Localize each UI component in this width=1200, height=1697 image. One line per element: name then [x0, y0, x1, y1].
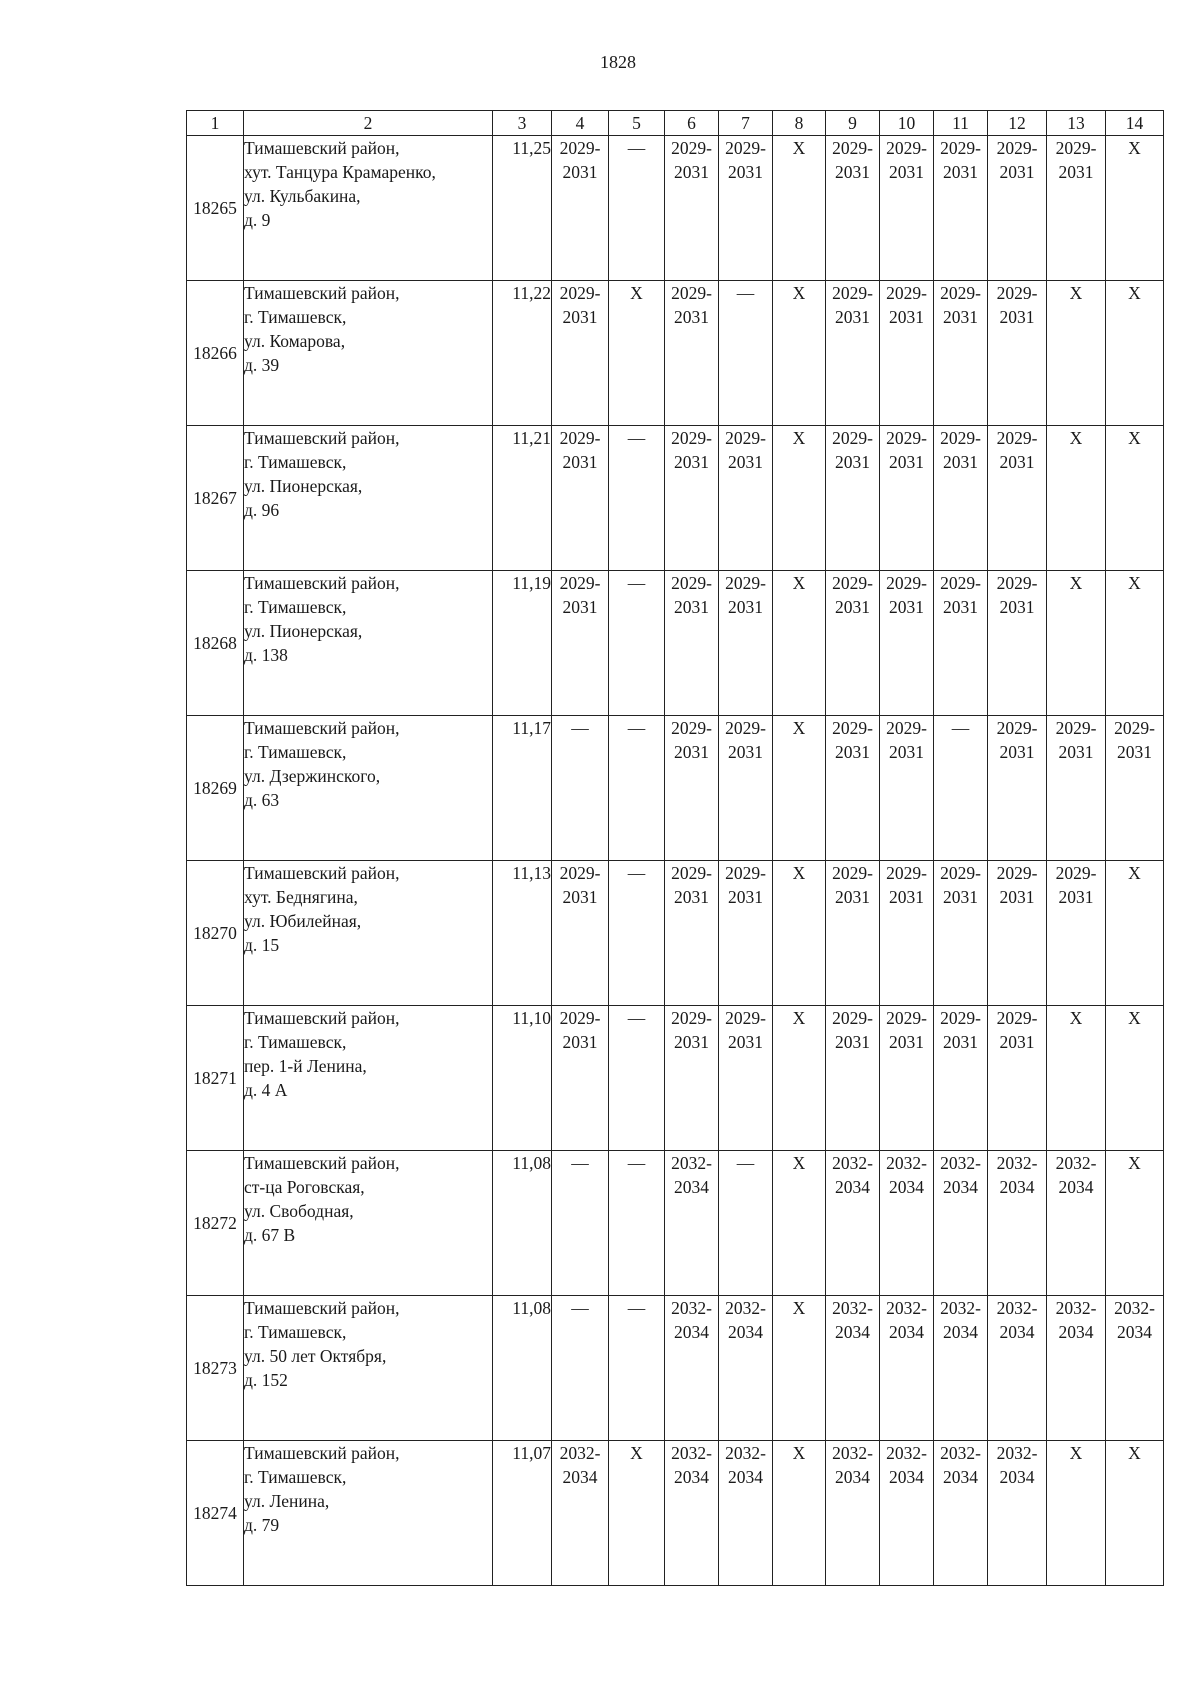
column-header: 11	[934, 111, 988, 136]
period-cell: 2029- 2031	[552, 571, 609, 716]
period-cell: X	[1047, 571, 1106, 716]
period-cell: —	[609, 1151, 665, 1296]
period-cell: 2032- 2034	[826, 1151, 880, 1296]
period-cell: 2029- 2031	[552, 136, 609, 281]
period-cell: X	[773, 136, 826, 281]
period-cell: X	[1106, 281, 1164, 426]
period-cell: 2029- 2031	[880, 426, 934, 571]
area-cell: 11,08	[493, 1296, 552, 1441]
period-cell: 2029- 2031	[934, 426, 988, 571]
address-line: Тимашевский район,	[244, 428, 400, 448]
address-line: пер. 1-й Ленина,	[244, 1056, 367, 1076]
period-cell: 2032- 2034	[1047, 1296, 1106, 1441]
area-cell: 11,17	[493, 716, 552, 861]
address-line: г. Тимашевск,	[244, 1032, 347, 1052]
period-cell: 2029- 2031	[988, 861, 1047, 1006]
period-cell: 2029- 2031	[880, 1006, 934, 1151]
period-cell: 2032- 2034	[719, 1441, 773, 1586]
column-header: 2	[244, 111, 493, 136]
address-line: ул. Дзержинского,	[244, 766, 381, 786]
period-cell: 2029- 2031	[1047, 136, 1106, 281]
period-cell: —	[609, 136, 665, 281]
table-row	[187, 136, 1164, 281]
address-line: Тимашевский район,	[244, 138, 400, 158]
period-cell: 2032- 2034	[665, 1151, 719, 1296]
address-line: ул. Свободная,	[244, 1201, 354, 1221]
period-cell: X	[1106, 136, 1164, 281]
address-line: д. 15	[244, 935, 280, 955]
period-cell: 2029- 2031	[552, 281, 609, 426]
period-cell: 2029- 2031	[988, 716, 1047, 861]
period-cell: 2032- 2034	[880, 1296, 934, 1441]
period-cell: 2029- 2031	[988, 281, 1047, 426]
row-number: 18267	[187, 426, 244, 571]
period-cell: —	[552, 1296, 609, 1441]
register-table	[186, 110, 1164, 1586]
period-cell: 2029- 2031	[719, 1006, 773, 1151]
row-number: 18269	[187, 716, 244, 861]
period-cell: X	[1106, 1151, 1164, 1296]
address-line: ул. 50 лет Октября,	[244, 1346, 387, 1366]
period-cell: 2029- 2031	[988, 136, 1047, 281]
period-cell: X	[773, 716, 826, 861]
period-cell: 2029- 2031	[665, 136, 719, 281]
area-cell: 11,21	[493, 426, 552, 571]
period-cell: X	[773, 1296, 826, 1441]
page-number: 1828	[600, 52, 636, 72]
period-cell: —	[609, 1006, 665, 1151]
row-number: 18268	[187, 571, 244, 716]
period-cell: 2032- 2034	[988, 1441, 1047, 1586]
column-header: 3	[493, 111, 552, 136]
period-cell: 2029- 2031	[826, 861, 880, 1006]
address-line: Тимашевский район,	[244, 1298, 400, 1318]
period-cell: X	[773, 1006, 826, 1151]
address-line: ул. Ленина,	[244, 1491, 330, 1511]
period-cell: —	[609, 716, 665, 861]
period-cell: 2029- 2031	[988, 1006, 1047, 1151]
period-cell: 2029- 2031	[1106, 716, 1164, 861]
period-cell: 2029- 2031	[826, 716, 880, 861]
period-cell: 2032- 2034	[934, 1296, 988, 1441]
period-cell: —	[609, 426, 665, 571]
table-row	[187, 571, 1164, 716]
period-cell: X	[1106, 571, 1164, 716]
address-line: д. 63	[244, 790, 280, 810]
address-cell	[244, 571, 493, 716]
period-cell: 2029- 2031	[552, 861, 609, 1006]
address-line: Тимашевский район,	[244, 1443, 400, 1463]
period-cell: 2029- 2031	[1047, 861, 1106, 1006]
address-cell	[244, 716, 493, 861]
period-cell: 2029- 2031	[988, 571, 1047, 716]
table-row	[187, 1296, 1164, 1441]
column-header: 7	[719, 111, 773, 136]
address-line: д. 138	[244, 645, 288, 665]
period-cell: —	[609, 571, 665, 716]
period-cell: 2029- 2031	[880, 861, 934, 1006]
period-cell: 2029- 2031	[665, 1006, 719, 1151]
period-cell: X	[1047, 426, 1106, 571]
period-cell: X	[773, 861, 826, 1006]
period-cell: X	[773, 1441, 826, 1586]
row-number: 18274	[187, 1441, 244, 1586]
table-row	[187, 861, 1164, 1006]
address-line: Тимашевский район,	[244, 863, 400, 883]
address-cell	[244, 1296, 493, 1441]
period-cell: 2029- 2031	[826, 281, 880, 426]
period-cell: —	[719, 281, 773, 426]
period-cell: X	[609, 281, 665, 426]
period-cell: X	[1106, 1441, 1164, 1586]
period-cell: 2029- 2031	[826, 1006, 880, 1151]
period-cell: X	[1047, 281, 1106, 426]
period-cell: 2029- 2031	[665, 716, 719, 861]
period-cell: X	[1106, 426, 1164, 571]
address-cell	[244, 861, 493, 1006]
period-cell: —	[609, 861, 665, 1006]
address-line: хут. Танцура Крамаренко,	[244, 162, 436, 182]
period-cell: 2032- 2034	[826, 1296, 880, 1441]
period-cell: 2029- 2031	[665, 281, 719, 426]
table-row	[187, 1151, 1164, 1296]
period-cell: X	[773, 571, 826, 716]
area-cell: 11,13	[493, 861, 552, 1006]
column-header: 14	[1106, 111, 1164, 136]
table-row	[187, 1441, 1164, 1586]
address-line: г. Тимашевск,	[244, 1467, 347, 1487]
area-cell: 11,22	[493, 281, 552, 426]
address-line: г. Тимашевск,	[244, 1322, 347, 1342]
period-cell: 2029- 2031	[880, 136, 934, 281]
period-cell: —	[934, 716, 988, 861]
address-line: ул. Пионерская,	[244, 476, 363, 496]
column-header: 10	[880, 111, 934, 136]
period-cell: 2029- 2031	[1047, 716, 1106, 861]
address-line: д. 4 А	[244, 1080, 288, 1100]
period-cell: 2029- 2031	[880, 281, 934, 426]
period-cell: 2032- 2034	[665, 1441, 719, 1586]
row-number: 18273	[187, 1296, 244, 1441]
column-header: 8	[773, 111, 826, 136]
period-cell: 2032- 2034	[934, 1441, 988, 1586]
period-cell: —	[552, 716, 609, 861]
period-cell: 2032- 2034	[880, 1441, 934, 1586]
address-line: ул. Пионерская,	[244, 621, 363, 641]
address-cell	[244, 426, 493, 571]
area-cell: 11,07	[493, 1441, 552, 1586]
period-cell: 2029- 2031	[826, 571, 880, 716]
address-cell	[244, 1006, 493, 1151]
period-cell: 2032- 2034	[988, 1296, 1047, 1441]
address-line: Тимашевский район,	[244, 573, 400, 593]
period-cell: 2029- 2031	[719, 571, 773, 716]
address-line: Тимашевский район,	[244, 1153, 400, 1173]
column-header: 9	[826, 111, 880, 136]
address-cell	[244, 1441, 493, 1586]
period-cell: 2032- 2034	[988, 1151, 1047, 1296]
address-line: ул. Комарова,	[244, 331, 346, 351]
row-number: 18265	[187, 136, 244, 281]
period-cell: 2032- 2034	[1106, 1296, 1164, 1441]
row-number: 18271	[187, 1006, 244, 1151]
row-number: 18272	[187, 1151, 244, 1296]
period-cell: 2029- 2031	[934, 571, 988, 716]
address-line: д. 96	[244, 500, 280, 520]
column-header: 4	[552, 111, 609, 136]
table-row	[187, 716, 1164, 861]
period-cell: 2029- 2031	[719, 426, 773, 571]
period-cell: 2032- 2034	[826, 1441, 880, 1586]
period-cell: 2029- 2031	[826, 136, 880, 281]
address-line: г. Тимашевск,	[244, 452, 347, 472]
period-cell: 2029- 2031	[665, 861, 719, 1006]
period-cell: 2029- 2031	[934, 281, 988, 426]
period-cell: X	[1047, 1441, 1106, 1586]
column-header: 5	[609, 111, 665, 136]
period-cell: 2032- 2034	[665, 1296, 719, 1441]
column-header: 6	[665, 111, 719, 136]
period-cell: 2029- 2031	[880, 571, 934, 716]
address-cell	[244, 1151, 493, 1296]
address-line: д. 39	[244, 355, 280, 375]
period-cell: X	[773, 281, 826, 426]
address-line: д. 152	[244, 1370, 288, 1390]
area-cell: 11,19	[493, 571, 552, 716]
period-cell: 2029- 2031	[934, 1006, 988, 1151]
address-line: хут. Беднягина,	[244, 887, 358, 907]
address-line: г. Тимашевск,	[244, 742, 347, 762]
period-cell: X	[1106, 861, 1164, 1006]
area-cell: 11,10	[493, 1006, 552, 1151]
table-row	[187, 281, 1164, 426]
period-cell: X	[609, 1441, 665, 1586]
period-cell: 2029- 2031	[665, 426, 719, 571]
period-cell: 2032- 2034	[934, 1151, 988, 1296]
column-header: 1	[187, 111, 244, 136]
period-cell: 2032- 2034	[719, 1296, 773, 1441]
period-cell: 2032- 2034	[552, 1441, 609, 1586]
address-cell	[244, 281, 493, 426]
address-line: Тимашевский район,	[244, 718, 400, 738]
table-row	[187, 1006, 1164, 1151]
table-row	[187, 426, 1164, 571]
address-line: ст-ца Роговская,	[244, 1177, 365, 1197]
row-number: 18270	[187, 861, 244, 1006]
period-cell: —	[552, 1151, 609, 1296]
address-line: Тимашевский район,	[244, 1008, 400, 1028]
period-cell: X	[773, 426, 826, 571]
period-cell: X	[1047, 1006, 1106, 1151]
period-cell: —	[719, 1151, 773, 1296]
period-cell: 2029- 2031	[988, 426, 1047, 571]
period-cell: 2029- 2031	[552, 1006, 609, 1151]
column-header: 12	[988, 111, 1047, 136]
period-cell: 2029- 2031	[826, 426, 880, 571]
period-cell: 2029- 2031	[665, 571, 719, 716]
address-line: ул. Юбилейная,	[244, 911, 362, 931]
area-cell: 11,08	[493, 1151, 552, 1296]
address-line: д. 67 В	[244, 1225, 296, 1245]
column-header: 13	[1047, 111, 1106, 136]
period-cell: 2029- 2031	[719, 861, 773, 1006]
period-cell: 2029- 2031	[552, 426, 609, 571]
period-cell: 2029- 2031	[719, 716, 773, 861]
period-cell: —	[609, 1296, 665, 1441]
header-row	[187, 111, 1164, 136]
table-body	[187, 136, 1164, 1586]
period-cell: 2029- 2031	[934, 136, 988, 281]
address-line: г. Тимашевск,	[244, 597, 347, 617]
period-cell: 2029- 2031	[934, 861, 988, 1006]
address-line: Тимашевский район,	[244, 283, 400, 303]
table-header	[187, 111, 1164, 136]
period-cell: 2032- 2034	[880, 1151, 934, 1296]
address-cell	[244, 136, 493, 281]
address-line: д. 9	[244, 210, 271, 230]
address-line: д. 79	[244, 1515, 280, 1535]
address-line: г. Тимашевск,	[244, 307, 347, 327]
period-cell: 2032- 2034	[1047, 1151, 1106, 1296]
period-cell: X	[1106, 1006, 1164, 1151]
period-cell: 2029- 2031	[880, 716, 934, 861]
address-line: ул. Кульбакина,	[244, 186, 361, 206]
area-cell: 11,25	[493, 136, 552, 281]
period-cell: X	[773, 1151, 826, 1296]
row-number: 18266	[187, 281, 244, 426]
period-cell: 2029- 2031	[719, 136, 773, 281]
